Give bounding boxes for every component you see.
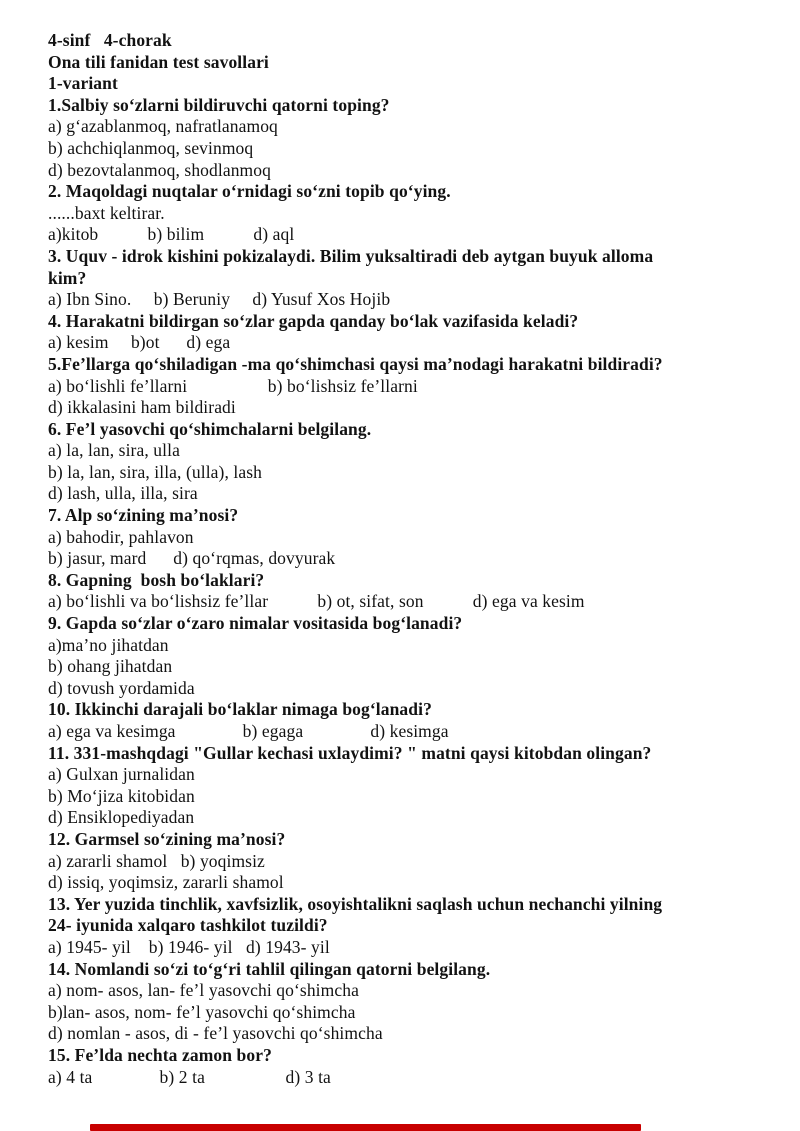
question-block-4	[48, 311, 790, 354]
option-line: a)ma’no jihatdan	[48, 634, 169, 655]
question-text: 9. Gapda so‘zlar o‘zaro nimalar vositasida bog‘lanadi?	[48, 613, 463, 634]
option-line: a) la, lan, sira, ulla	[48, 440, 180, 461]
question-block-3	[48, 246, 790, 311]
option-line: d) Ensiklopediyadan	[48, 807, 195, 828]
question-block-10	[48, 699, 790, 742]
question-text: 14. Nomlandi so‘zi to‘g‘ri tahlil qilingan qatorni belgilang.	[48, 958, 491, 979]
option-line: b) Mo‘jiza kitobidan	[48, 785, 195, 806]
option-line: a) 4 ta b) 2 ta d) 3 ta	[48, 1066, 331, 1087]
option-line: d) tovush yordamida	[48, 677, 195, 698]
video-progress-bar[interactable]	[90, 1124, 641, 1131]
option-line: a) bahodir, pahlavon	[48, 526, 194, 547]
question-text: 2. Maqoldagi nuqtalar o‘rnidagi so‘zni topib qo‘ying.	[48, 181, 451, 202]
option-line: a)kitob b) bilim d) aql	[48, 224, 295, 245]
option-line: d) issiq, yoqimsiz, zararli shamol	[48, 872, 284, 893]
question-block-7	[48, 505, 790, 570]
header-line: 4-sinf 4-chorak	[48, 30, 172, 50]
question-block-1	[48, 95, 790, 181]
question-text: 6. Fe’l yasovchi qo‘shimchalarni belgilang.	[48, 418, 372, 439]
header-line: 1-variant	[48, 73, 118, 94]
question-block-13	[48, 894, 790, 959]
question-text: 1.Salbiy so‘zlarni bildiruvchi qatorni toping?	[48, 94, 390, 115]
option-line: d) ikkalasini ham bildiradi	[48, 397, 236, 418]
question-text: 11. 331-mashqdagi "Gullar kechasi uxlaydimi? " matni qaysi kitobdan olingan?	[48, 742, 652, 763]
option-line: a) Gulxan jurnalidan	[48, 764, 195, 785]
option-line: b) ohang jihatdan	[48, 656, 173, 677]
option-line: d) bezovtalanmoq, shodlanmoq	[48, 159, 271, 180]
question-text: 13. Yer yuzida tinchlik, xavfsizlik, osoyishtalikni saqlash uchun nechanchi yilning	[48, 893, 663, 914]
option-line: a) bo‘lishli va bo‘lishsiz fe’llar b) ot, sifat, son d) ega va kesim	[48, 591, 585, 612]
question-text: 4. Harakatni bildirgan so‘zlar gapda qanday bo‘lak vazifasida keladi?	[48, 310, 579, 331]
question-text: kim?	[48, 267, 87, 288]
option-line: a) ega va kesimga b) egaga d) kesimga	[48, 721, 449, 741]
question-block-6	[48, 419, 790, 505]
question-block-8	[48, 570, 790, 613]
question-block-11	[48, 743, 790, 829]
option-line: d) nomlan - asos, di - fe’l yasovchi qo‘shimcha	[48, 1023, 383, 1044]
question-text: 12. Garmsel so‘zining ma’nosi?	[48, 828, 286, 849]
question-text: 15. Fe’lda nechta zamon bor?	[48, 1044, 272, 1065]
question-block-9	[48, 613, 790, 699]
option-line: a) kesim b)ot d) ega	[48, 332, 231, 353]
document-body	[48, 30, 790, 1088]
question-text: 8. Gapning bosh bo‘laklari?	[48, 569, 265, 590]
header-line: Ona tili fanidan test savollari	[48, 51, 269, 72]
option-line: a) zararli shamol b) yoqimsiz	[48, 850, 265, 871]
question-text: 7. Alp so‘zining ma’nosi?	[48, 505, 239, 526]
question-text: 24- iyunida xalqaro tashkilot tuzildi?	[48, 915, 328, 936]
option-line: a) 1945- yil b) 1946- yil d) 1943- yil	[48, 936, 330, 957]
option-line: b) la, lan, sira, illa, (ulla), lash	[48, 461, 263, 482]
question-text: 10. Ikkinchi darajali bo‘laklar nimaga bog‘lanadi?	[48, 699, 432, 720]
option-line: a) nom- asos, lan- fe’l yasovchi qo‘shimcha	[48, 980, 359, 1001]
option-line: b)lan- asos, nom- fe’l yasovchi qo‘shimcha	[48, 1001, 356, 1022]
question-block-2	[48, 181, 790, 246]
option-line: a) bo‘lishli fe’llarni b) bo‘lishsiz fe’llarni	[48, 375, 418, 396]
question-block-14	[48, 959, 790, 1045]
question-text: 5.Fe’llarga qo‘shiladigan -ma qo‘shimchasi qaysi ma’nodagi harakatni bildiradi?	[48, 353, 663, 374]
option-line: b) jasur, mard d) qo‘rqmas, dovyurak	[48, 548, 336, 569]
option-line: a) g‘azablanmoq, nafratlanamoq	[48, 116, 278, 137]
option-line: b) achchiqlanmoq, sevinmoq	[48, 137, 254, 158]
question-block-15	[48, 1045, 790, 1088]
option-line: a) Ibn Sino. b) Beruniy d) Yusuf Xos Hojib	[48, 289, 391, 310]
option-line: ......baxt keltirar.	[48, 202, 165, 223]
question-block-5	[48, 354, 790, 419]
option-line: d) lash, ulla, illa, sira	[48, 483, 198, 504]
question-block-12	[48, 829, 790, 894]
question-text: 3. Uquv - idrok kishini pokizalaydi. Bilim yuksaltiradi deb aytgan buyuk alloma	[48, 245, 654, 266]
